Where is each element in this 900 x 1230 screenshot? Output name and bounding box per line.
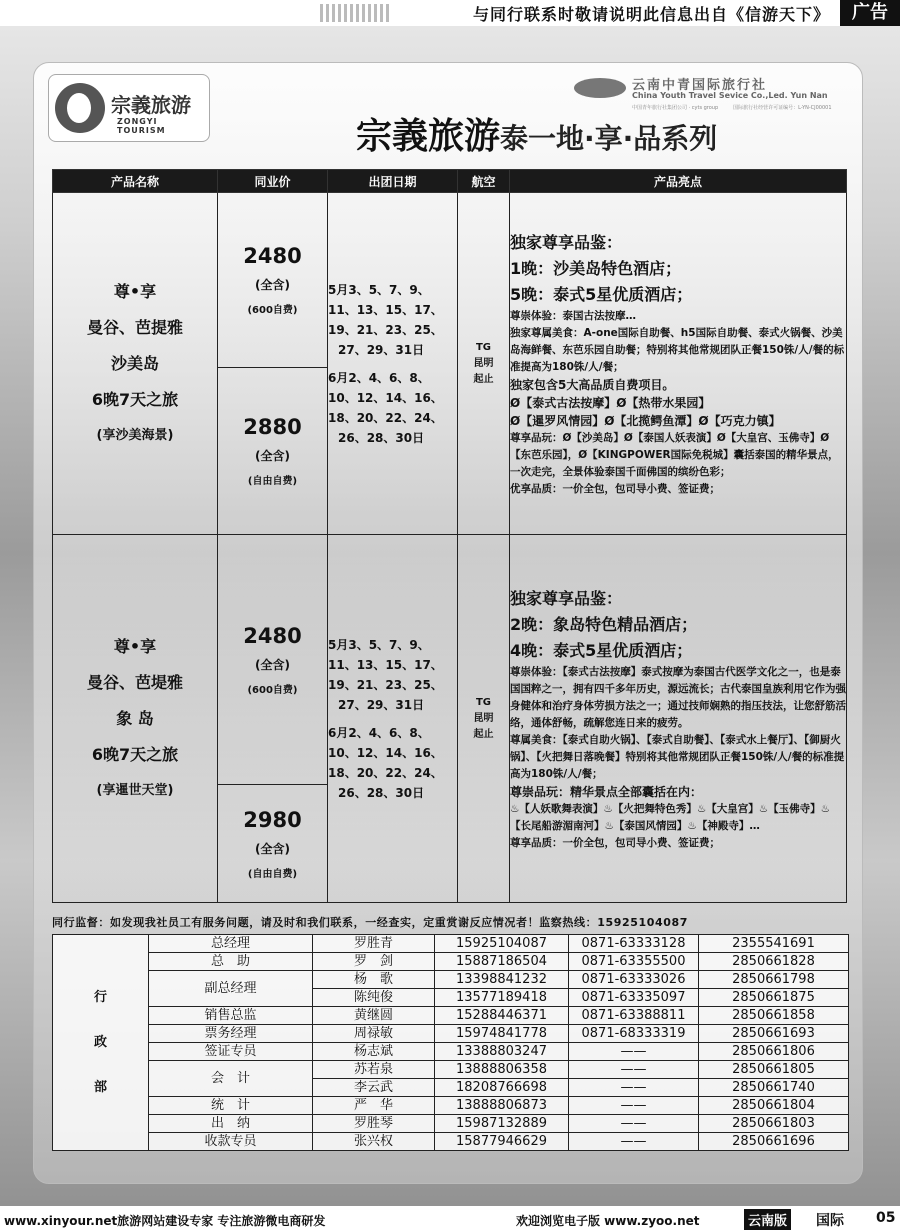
staff-title: 会 计 bbox=[149, 1061, 313, 1097]
agency-name-en: China Youth Travel Sevice Co.,Led. Yun Nan bbox=[632, 91, 828, 100]
price-cell bbox=[218, 368, 328, 535]
headline-brand: 宗義旅游 bbox=[356, 116, 501, 157]
staff-qq: 2850661806 bbox=[699, 1043, 849, 1061]
price-included: (全含) bbox=[255, 449, 290, 463]
staff-mobile: 18208766698 bbox=[435, 1079, 569, 1097]
date-line: 26、28、30日 bbox=[338, 430, 425, 445]
dates-cell bbox=[328, 535, 458, 903]
staff-phone: —— bbox=[569, 1079, 699, 1097]
price-extra: (600自费) bbox=[247, 305, 298, 316]
staff-qq: 2850661858 bbox=[699, 1007, 849, 1025]
price-included: (全含) bbox=[255, 278, 290, 292]
footprint-logo-icon bbox=[55, 83, 105, 133]
airline-note: 起止 bbox=[473, 728, 494, 740]
price-cell bbox=[218, 535, 328, 785]
staff-title: 副总经理 bbox=[149, 971, 313, 1007]
product-name-line: 尊•享 bbox=[113, 281, 157, 301]
product-name-line: 曼谷、芭提雅 bbox=[86, 317, 183, 337]
product-note: (享沙美海景) bbox=[96, 427, 174, 443]
staff-title: 收款专员 bbox=[149, 1133, 313, 1151]
product-name-line: 沙美岛 bbox=[110, 353, 159, 373]
supervision-notice: 同行监督：如发现我社员工有服务问题，请及时和我们联系，一经查实，定重赏谢反应情况者！监察热线：15925104087 bbox=[52, 916, 688, 929]
product-name-line: 尊•享 bbox=[113, 636, 157, 656]
staff-title: 票务经理 bbox=[149, 1025, 313, 1043]
ad-label: 广告 bbox=[840, 0, 900, 26]
price-amount: 2980 bbox=[243, 807, 302, 832]
airline-code: TG bbox=[475, 696, 492, 708]
airline-code: TG bbox=[475, 341, 492, 353]
dates-june bbox=[328, 368, 457, 448]
product-name-line: 6晚7天之旅 bbox=[91, 389, 179, 409]
date-line: 18、20、22、24、 bbox=[328, 765, 443, 780]
highlight-paragraph: 尊属美食：【泰式自助火锅】、【泰式自助餐】、【泰式水上餐厅】、【御厨火锅】、【火把舞日落晚餐】特别将其他常规团队正餐150铢/人/餐的标准提高为180铢/人/餐； bbox=[510, 733, 845, 780]
staff-mobile: 13888806358 bbox=[435, 1061, 569, 1079]
staff-name: 罗胜琴 bbox=[313, 1115, 435, 1133]
highlight-hotel: 4晚：泰式5星优质酒店； bbox=[510, 640, 693, 660]
price-included: (全含) bbox=[255, 657, 290, 672]
staff-name: 苏若泉 bbox=[313, 1061, 435, 1079]
staff-phone: —— bbox=[569, 1133, 699, 1151]
table-row bbox=[53, 1025, 849, 1043]
cyts-logo-icon bbox=[574, 78, 626, 98]
brand-logo bbox=[48, 74, 210, 142]
product-name-cell bbox=[53, 193, 218, 535]
price-cell bbox=[218, 785, 328, 903]
staff-phone: —— bbox=[569, 1061, 699, 1079]
date-line: 11、13、15、17、 bbox=[328, 302, 443, 317]
staff-title: 总经理 bbox=[149, 935, 313, 953]
staff-name: 杨 歌 bbox=[313, 971, 435, 989]
col-header: 同业价 bbox=[218, 170, 328, 193]
staff-qq: 2355541691 bbox=[699, 935, 849, 953]
price-amount: 2480 bbox=[243, 244, 302, 268]
staff-qq: 2850661804 bbox=[699, 1097, 849, 1115]
admin-dept-label bbox=[53, 935, 149, 1151]
staff-mobile: 13398841232 bbox=[435, 971, 569, 989]
price-amount: 2880 bbox=[243, 415, 302, 439]
table-row bbox=[53, 1133, 849, 1151]
table-row bbox=[53, 935, 849, 953]
product-name-line: 象 岛 bbox=[116, 708, 154, 728]
date-line: 26、28、30日 bbox=[338, 785, 425, 800]
staff-phone: —— bbox=[569, 1115, 699, 1133]
highlight-paragraph: 优享品质：一价全包，包司导小费、签证费； bbox=[510, 482, 720, 495]
headline-series: 泰一地·享·品系列 bbox=[500, 122, 718, 155]
table-row bbox=[53, 1061, 849, 1079]
staff-qq: 2850661798 bbox=[699, 971, 849, 989]
staff-phone: —— bbox=[569, 1097, 699, 1115]
staff-qq: 2850661828 bbox=[699, 953, 849, 971]
highlight-hotel: 5晚：泰式5星优质酒店； bbox=[510, 284, 693, 304]
price-extra: (自由自费) bbox=[247, 476, 298, 487]
highlight-paragraph: 独家尊属美食：A-one国际自助餐、h5国际自助餐、泰式火锅餐、沙美岛海鲜餐、东芭乐园自助餐；特别将其他常规团队正餐150铢/人/餐的标准提高为180铢/人/餐； bbox=[510, 326, 845, 373]
admin-char: 政 bbox=[93, 1035, 107, 1050]
date-line: 6月2、4、6、8、 bbox=[328, 370, 430, 385]
product-name-line: 曼谷、芭堤雅 bbox=[86, 672, 183, 692]
price-amount: 2480 bbox=[243, 623, 302, 648]
highlights-cell bbox=[510, 535, 847, 903]
highlight-paragraph: 尊享品质：一价全包，包司导小费、签证费； bbox=[510, 836, 720, 849]
footer-website: 欢迎浏览电子版 www.zyoo.net bbox=[516, 1214, 700, 1228]
staff-qq: 2850661875 bbox=[699, 989, 849, 1007]
staff-name: 周禄敏 bbox=[313, 1025, 435, 1043]
date-line: 19、21、23、25、 bbox=[328, 677, 443, 692]
product-table bbox=[52, 169, 847, 903]
staff-title: 销售总监 bbox=[149, 1007, 313, 1025]
date-line: 10、12、14、16、 bbox=[328, 390, 443, 405]
price-cell bbox=[218, 193, 328, 368]
staff-phone: 0871-68333319 bbox=[569, 1025, 699, 1043]
dates-cell bbox=[328, 193, 458, 535]
decorative-pattern bbox=[320, 4, 390, 22]
highlights-title: 独家尊享品鉴： bbox=[510, 232, 623, 252]
highlight-paragraph: 尊崇品玩：精华景点全部囊括在内： bbox=[510, 784, 703, 799]
staff-mobile: 13577189418 bbox=[435, 989, 569, 1007]
product-name-cell bbox=[53, 535, 218, 903]
highlight-hotel: 1晚：沙美岛特色酒店； bbox=[510, 258, 682, 278]
col-header: 产品名称 bbox=[53, 170, 218, 193]
date-line: 5月3、5、7、9、 bbox=[328, 637, 430, 652]
staff-title: 签证专员 bbox=[149, 1043, 313, 1061]
section-label: 国际 bbox=[816, 1213, 844, 1229]
highlight-paragraph: 尊崇体验：【泰式古法按摩】泰式按摩为泰国古代医学文化之一，也是泰国国粹之一，拥有四千多年历史，源远流长；古代泰国皇族利用它作为强身健体和治疗身体劳损方法之一；通过技师娴熟的指压技法，让您舒筋活络，通体舒畅，疏解您连日来的疲劳。 bbox=[510, 665, 846, 729]
staff-qq: 2850661696 bbox=[699, 1133, 849, 1151]
staff-name: 罗胜青 bbox=[313, 935, 435, 953]
airline-note: 起止 bbox=[473, 373, 494, 385]
logo-subtitle: ZONGYI TOURISM bbox=[117, 117, 166, 135]
staff-name: 张兴权 bbox=[313, 1133, 435, 1151]
staff-qq: 2850661803 bbox=[699, 1115, 849, 1133]
staff-mobile: 15877946629 bbox=[435, 1133, 569, 1151]
highlight-paragraph: 尊享品玩：Ø【沙美岛】Ø【泰国人妖表演】Ø【大皇宫、玉佛寺】Ø【东芭乐园】，Ø【KINGPOWER国际免税城】囊括泰国的精华景点，一次走完，全景体验泰国千面佛国的缤纷色彩； bbox=[510, 431, 839, 478]
table-row bbox=[53, 953, 849, 971]
highlights-title: 独家尊享品鉴： bbox=[510, 588, 623, 608]
staff-qq: 2850661805 bbox=[699, 1061, 849, 1079]
product-row bbox=[53, 535, 847, 785]
date-line: 18、20、22、24、 bbox=[328, 410, 443, 425]
staff-phone: 0871-63333026 bbox=[569, 971, 699, 989]
staff-qq: 2850661693 bbox=[699, 1025, 849, 1043]
staff-mobile: 15925104087 bbox=[435, 935, 569, 953]
agency-small-print: 中国青年旅行社集团公司 · cyts group 国际旅行社经营许可证编号：L-YN-CJ00001 bbox=[632, 105, 832, 111]
staff-phone: 0871-63333128 bbox=[569, 935, 699, 953]
footer-left-text: www.xinyour.net旅游网站建设专家 专注旅游微电商研发 bbox=[4, 1214, 326, 1228]
highlight-paragraph: 独家包含5大高品质自费项目。 bbox=[510, 377, 675, 392]
airline-city: 昆明 bbox=[473, 357, 494, 369]
staff-name: 罗 剑 bbox=[313, 953, 435, 971]
staff-name: 黄继圆 bbox=[313, 1007, 435, 1025]
staff-phone: 0871-63335097 bbox=[569, 989, 699, 1007]
date-line: 5月3、5、7、9、 bbox=[328, 282, 430, 297]
highlight-paragraph: 尊崇体验：泰国古法按摩… bbox=[510, 309, 636, 322]
staff-mobile: 15288446371 bbox=[435, 1007, 569, 1025]
date-line: 10、12、14、16、 bbox=[328, 745, 443, 760]
staff-phone: —— bbox=[569, 1043, 699, 1061]
region-badge: 云南版 bbox=[744, 1209, 791, 1230]
staff-qq: 2850661740 bbox=[699, 1079, 849, 1097]
dates-june bbox=[328, 723, 457, 803]
col-header: 产品亮点 bbox=[510, 170, 847, 193]
dates-may bbox=[328, 280, 457, 360]
staff-phone: 0871-63388811 bbox=[569, 1007, 699, 1025]
headline bbox=[356, 108, 717, 159]
table-row bbox=[53, 1007, 849, 1025]
staff-mobile: 15887186504 bbox=[435, 953, 569, 971]
dates-may bbox=[328, 635, 457, 715]
airline-city: 昆明 bbox=[473, 712, 494, 724]
staff-mobile: 15987132889 bbox=[435, 1115, 569, 1133]
staff-title: 出 纳 bbox=[149, 1115, 313, 1133]
table-row bbox=[53, 1097, 849, 1115]
staff-mobile: 15974841778 bbox=[435, 1025, 569, 1043]
table-row bbox=[53, 1043, 849, 1061]
table-header-row bbox=[53, 170, 847, 193]
table-row bbox=[53, 971, 849, 989]
price-extra: (自由自费) bbox=[247, 868, 298, 880]
product-name-line: 6晚7天之旅 bbox=[91, 744, 179, 764]
date-line: 6月2、4、6、8、 bbox=[328, 725, 430, 740]
staff-name: 严 华 bbox=[313, 1097, 435, 1115]
staff-name: 杨志斌 bbox=[313, 1043, 435, 1061]
product-note: (享暹世天堂) bbox=[96, 782, 174, 798]
col-header: 出团日期 bbox=[328, 170, 458, 193]
highlight-paragraph: ♨【人妖歌舞表演】♨【火把舞特色秀】♨【大皇宫】♨【玉佛寺】♨【长尾船游湄南河】♨【泰国风情园】♨【神殿寺】… bbox=[510, 802, 831, 832]
top-banner bbox=[0, 0, 900, 26]
table-row bbox=[53, 1115, 849, 1133]
date-line: 11、13、15、17、 bbox=[328, 657, 443, 672]
date-line: 27、29、31日 bbox=[338, 697, 425, 712]
logo-name: 宗義旅游 bbox=[111, 93, 191, 117]
staff-mobile: 13388803247 bbox=[435, 1043, 569, 1061]
price-extra: (600自费) bbox=[247, 684, 298, 696]
staff-mobile: 13888806873 bbox=[435, 1097, 569, 1115]
col-header: 航空 bbox=[458, 170, 510, 193]
highlights-cell bbox=[510, 193, 847, 535]
agency-name: 云南中青国际旅行社 bbox=[632, 78, 768, 93]
admin-char: 行 bbox=[93, 990, 107, 1005]
source-notice: 与同行联系时敬请说明此信息出自《信游天下》 bbox=[472, 5, 830, 24]
staff-phone: 0871-63355500 bbox=[569, 953, 699, 971]
date-line: 19、21、23、25、 bbox=[328, 322, 443, 337]
product-row bbox=[53, 193, 847, 368]
staff-table bbox=[52, 934, 849, 1151]
staff-title: 统 计 bbox=[149, 1097, 313, 1115]
highlight-paragraph: Ø【泰式古法按摩】Ø【热带水果园】 bbox=[510, 395, 711, 410]
admin-char: 部 bbox=[93, 1080, 107, 1095]
date-line: 27、29、31日 bbox=[338, 342, 425, 357]
staff-name: 李云武 bbox=[313, 1079, 435, 1097]
highlight-hotel: 2晚：象岛特色精品酒店； bbox=[510, 614, 698, 634]
staff-name: 陈纯俊 bbox=[313, 989, 435, 1007]
price-included: (全含) bbox=[255, 841, 290, 856]
page-number: 05 bbox=[876, 1210, 896, 1226]
airline-cell bbox=[458, 535, 510, 903]
bottom-banner bbox=[0, 1206, 900, 1230]
airline-cell bbox=[458, 193, 510, 535]
staff-title: 总 助 bbox=[149, 953, 313, 971]
highlight-paragraph: Ø【暹罗风情园】Ø【北揽鳄鱼潭】Ø【巧克力镇】 bbox=[510, 413, 781, 428]
